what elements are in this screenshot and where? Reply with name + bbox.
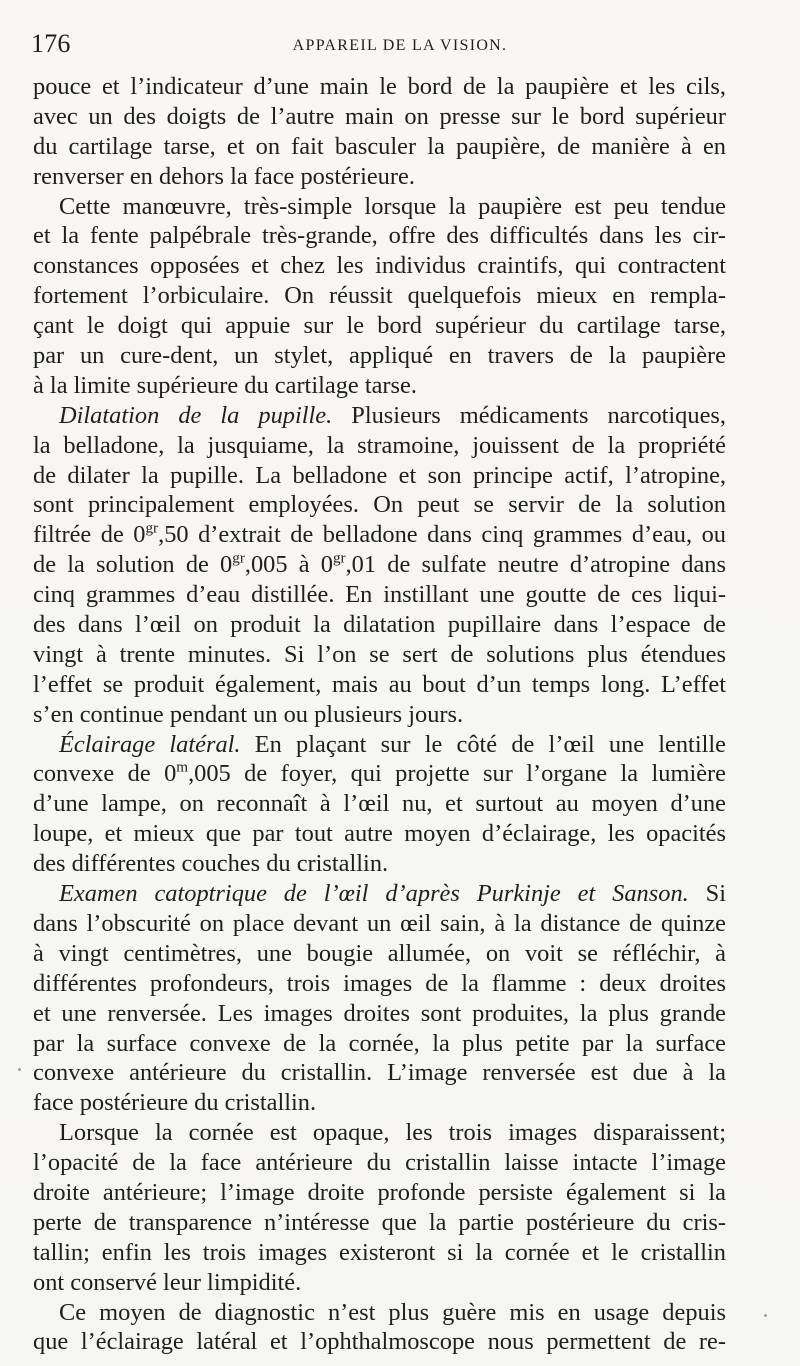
text-line: à la limite supérieure du cartilage tarse.	[33, 371, 417, 399]
text-line: différentes profondeurs, trois images de la flamme : deux droites	[33, 969, 726, 997]
running-head: APPAREIL DE LA VISION.	[292, 37, 508, 54]
text-line: pouce et l’indicateur d’une main le bord de la paupière et les cils,	[33, 73, 726, 100]
text-line: et la fente palpébrale très-grande, offre des difficultés dans les cir-	[33, 222, 726, 250]
section-heading-line: Éclairage latéral. En plaçant sur le côté de l’œil une lentille	[59, 730, 726, 758]
text-line: avec un des doigts de l’autre main on presse sur le bord supérieur	[33, 102, 726, 130]
paragraph-start-line: Ce moyen de diagnostic n’est plus guère mis en usage depuis	[59, 1298, 726, 1326]
text-line: filtrée de $0^{gr},50$ d’extrait de belladone dans cinq grammes d’eau, ou	[33, 520, 726, 549]
paragraph-start-line: Cette manœuvre, très-simple lorsque la paupière est peu tendue	[59, 192, 726, 220]
text-line: vingt à trente minutes. Si l’on se sert de solutions plus étendues	[33, 640, 726, 668]
section-heading-eclairage: Éclairage latéral.	[59, 730, 241, 758]
text-line: dans l’obscurité on place devant un œil sain, à la distance de quinze	[33, 909, 726, 937]
text-line: loupe, et mieux que par tout autre moyen d’éclairage, les opacités	[33, 820, 726, 848]
text-line: par un cure-dent, un stylet, appliqué en travers de la paupière	[33, 342, 726, 370]
text-line: tallin; enfin les trois images existeront si la cornée et le cristallin	[33, 1238, 726, 1266]
text-line: de la solution de $0^{gr},005$ à $0^{gr},01$ de sulfate neutre d’atropine dans	[33, 550, 726, 579]
text-line: çant le doigt qui appuie sur le bord supérieur du cartilage tarse,	[33, 312, 726, 340]
text-line: face postérieure du cristallin.	[33, 1089, 317, 1117]
text-line: perte de transparence n’intéresse que la partie postérieure du cris-	[33, 1208, 726, 1236]
text-line: fortement l’orbiculaire. On réussit quelquefois mieux en rempla-	[33, 282, 726, 310]
text-line: du cartilage tarse, et on fait basculer la paupière, de manière à en	[33, 132, 726, 160]
text-line: des différentes couches du cristallin.	[33, 850, 389, 878]
body-text	[33, 72, 726, 1357]
text-line: convexe antérieure du cristallin. L’image renversée est due à la	[33, 1059, 726, 1087]
text-line: que l’éclairage latéral et l’ophthalmoscope nous permettent de re-	[33, 1328, 726, 1356]
text-line: à vingt centimètres, une bougie allumée, on voit se réfléchir, à	[33, 939, 726, 967]
text-line: et une renversée. Les images droites sont produites, la plus grande	[33, 999, 726, 1027]
text-line: convexe de 0$^m$,005 de foyer, qui projette sur l’organe la lumière	[33, 760, 727, 788]
text-line: cinq grammes d’eau distillée. En instillant une goutte de ces liqui-	[33, 581, 726, 609]
text-line: ont conservé leur limpidité.	[33, 1268, 302, 1296]
section-heading-line: Examen catoptrique de l’œil d’après Purkinje et Sanson. Si	[59, 880, 726, 908]
text-line: constances opposées et chez les individus craintifs, qui contractent	[33, 252, 726, 280]
paper-speck	[18, 1068, 21, 1071]
text-line: sont principalement employées. On peut se servir de la solution	[33, 491, 726, 519]
section-heading-line: Dilatation de la pupille. Plusieurs médicaments narcotiques,	[59, 401, 726, 429]
text-line: s’en continue pendant un ou plusieurs jours.	[33, 700, 464, 728]
text-line: par la surface convexe de la cornée, la plus petite par la surface	[33, 1029, 726, 1057]
text-line: l’effet se produit également, mais au bout d’un temps long. L’effet	[33, 670, 726, 698]
text-line: des dans l’œil on produit la dilatation pupillaire dans l’espace de	[33, 611, 726, 639]
text-line: d’une lampe, on reconnaît à l’œil nu, et surtout au moyen d’une	[33, 790, 726, 818]
text-line: renverser en dehors la face postérieure.	[33, 162, 415, 190]
paper-speck	[764, 1314, 767, 1317]
section-heading-dilatation: Dilatation de la pupille.	[59, 401, 333, 429]
text-line: l’opacité de la face antérieure du cristallin laisse intacte l’image	[33, 1149, 726, 1177]
section-heading-examen: Examen catoptrique de l’œil d’après Purkinje et Sanson.	[59, 880, 689, 908]
text-line: la belladone, la jusquiame, la stramoine, jouissent de la propriété	[33, 431, 726, 459]
text-line: droite antérieure; l’image droite profonde persiste également si la	[33, 1178, 726, 1206]
text-line: de dilater la pupille. La belladone et son principe actif, l’atropine,	[33, 461, 726, 489]
page-number: 176	[31, 29, 71, 58]
paragraph-start-line: Lorsque la cornée est opaque, les trois images disparaissent;	[59, 1119, 726, 1147]
